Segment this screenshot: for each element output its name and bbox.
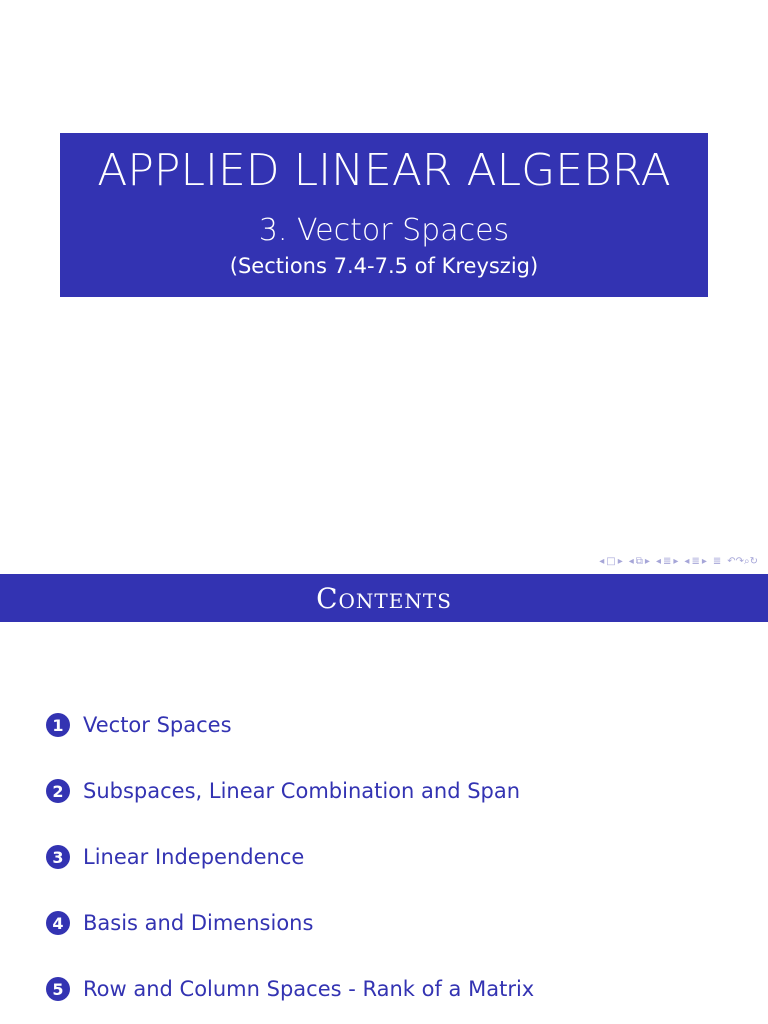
- toc-item-1[interactable]: [46, 692, 534, 758]
- contents-header: Contents: [0, 574, 768, 622]
- toc-number-badge: 4: [46, 911, 70, 935]
- nav-subsection-left-icon[interactable]: ◂: [628, 556, 634, 567]
- nav-toc-icon[interactable]: ≣: [712, 556, 722, 567]
- nav-frame-left-icon[interactable]: ◂: [599, 556, 605, 567]
- nav-frame-group: [599, 557, 623, 567]
- nav-frame-icon[interactable]: □: [606, 556, 616, 567]
- nav-section-left-icon[interactable]: ◂: [655, 556, 661, 567]
- nav-section-right-icon[interactable]: ▸: [673, 556, 679, 567]
- nav-subsection-group: [629, 557, 650, 567]
- table-of-contents: [46, 692, 534, 1022]
- presentation-title: APPLIED LINEAR ALGEBRA: [97, 145, 671, 196]
- toc-item-5[interactable]: [46, 956, 534, 1022]
- toc-number-badge: 5: [46, 977, 70, 1001]
- toc-number-badge: 3: [46, 845, 70, 869]
- beamer-navigation-bar: [599, 552, 758, 572]
- toc-item-label: Vector Spaces: [83, 713, 232, 737]
- nav-sub-icon[interactable]: ≣: [691, 556, 700, 567]
- presentation-subtitle-note: (Sections 7.4-7.5 of Kreyszig): [229, 254, 539, 278]
- nav-section-icon[interactable]: ≣: [662, 556, 672, 567]
- title-box: [60, 133, 708, 297]
- toc-item-label: Row and Column Spaces - Rank of a Matrix: [83, 977, 535, 1001]
- toc-item-label: Subspaces, Linear Combination and Span: [83, 779, 521, 803]
- nav-subsection-icon[interactable]: ⧉: [635, 556, 643, 567]
- presentation-subtitle: 3. Vector Spaces: [258, 213, 510, 248]
- toc-item-label: Linear Independence: [83, 845, 305, 869]
- nav-sub-left-icon[interactable]: ◂: [684, 556, 690, 567]
- nav-frame-right-icon[interactable]: ▸: [617, 556, 623, 567]
- toc-number-badge: 2: [46, 779, 70, 803]
- nav-section-group: [656, 557, 678, 567]
- toc-item-label: Basis and Dimensions: [83, 911, 314, 935]
- nav-sub-right-icon[interactable]: ▸: [701, 556, 707, 567]
- nav-sub-group: [684, 557, 706, 567]
- toc-item-2[interactable]: [46, 758, 534, 824]
- nav-subsection-right-icon[interactable]: ▸: [644, 556, 650, 567]
- toc-item-3[interactable]: [46, 824, 534, 890]
- toc-number-badge: 1: [46, 713, 70, 737]
- toc-item-4[interactable]: [46, 890, 534, 956]
- contents-slide: [0, 574, 768, 1024]
- nav-search-icon[interactable]: ↶↷⌕↻: [727, 556, 758, 567]
